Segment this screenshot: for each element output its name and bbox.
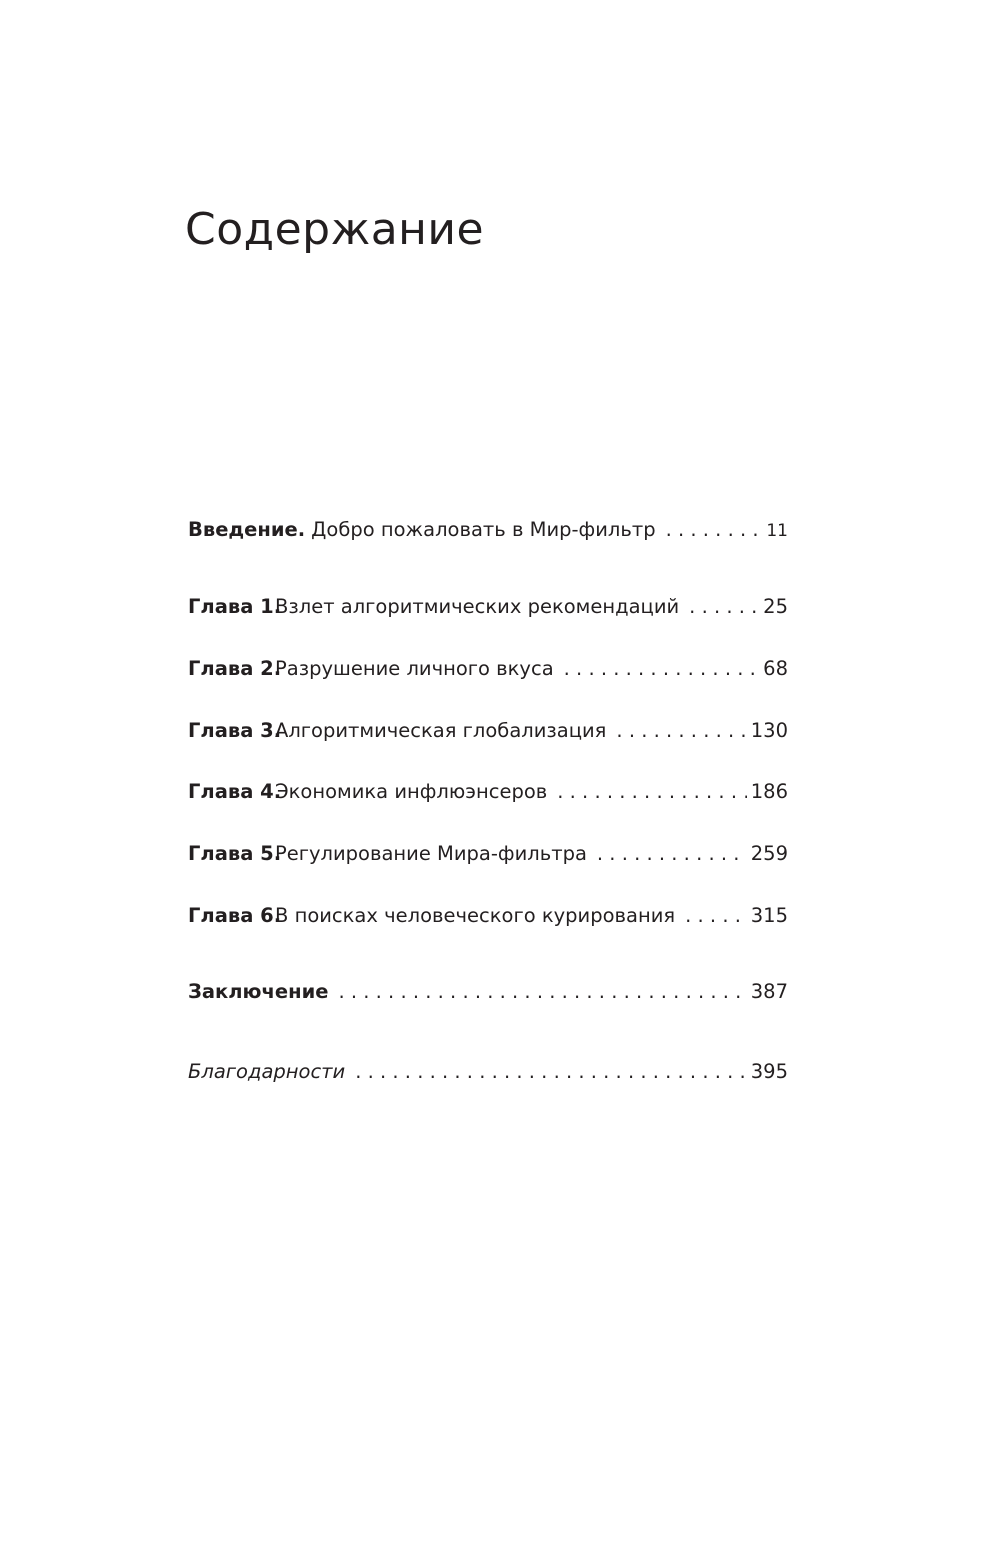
toc-entry-label: Введение.	[188, 518, 306, 541]
dot-leader	[689, 592, 759, 622]
toc-entry-page: 259	[750, 842, 788, 865]
toc-entry-page: 387	[750, 980, 788, 1003]
toc-entry-conclusion[interactable]	[188, 977, 788, 1007]
toc-entry-page: 25	[763, 595, 788, 618]
toc-entry-title: Благодарности	[188, 1060, 346, 1083]
toc-entry-chapter-3[interactable]	[188, 716, 788, 746]
toc-entry-page: 186	[750, 780, 788, 803]
toc-entry-label: Глава 1.	[188, 595, 282, 618]
dot-leader	[564, 654, 760, 684]
dot-leader	[616, 716, 746, 746]
dot-leader	[338, 977, 746, 1007]
toc-entry-chapter-5[interactable]	[188, 839, 788, 869]
toc-entry-label: Глава 2.	[188, 657, 282, 680]
toc-entry-page: 130	[750, 719, 788, 742]
dot-leader	[597, 839, 747, 869]
toc-entry-chapter-6[interactable]	[188, 901, 788, 931]
toc-entry-title: В поисках человеческого курирования	[275, 904, 676, 927]
toc-entry-chapter-1[interactable]	[188, 592, 788, 622]
toc-entry-label: Глава 4.	[188, 780, 282, 803]
toc-entry-label: Заключение	[188, 980, 329, 1003]
toc-entry-title: Алгоритмическая глобализация	[275, 719, 607, 742]
dot-leader	[666, 515, 763, 545]
page-title: Содержание	[185, 204, 485, 255]
toc-entry-page: 395	[750, 1060, 788, 1083]
toc-entry-label: Глава 3.	[188, 719, 282, 742]
toc-entry-title: Добро пожаловать в Мир-фильтр	[311, 518, 656, 541]
toc-entry-label: Глава 6.	[188, 904, 282, 927]
toc-entry-title: Регулирование Мира-фильтра	[275, 842, 587, 865]
dot-leader	[685, 901, 747, 931]
toc-entry-chapter-4[interactable]	[188, 777, 788, 807]
toc-entry-page: 11	[766, 521, 788, 541]
toc-entry-page: 315	[750, 904, 788, 927]
toc-entry-chapter-2[interactable]	[188, 654, 788, 684]
toc-entry-title: Разрушение личного вкуса	[275, 657, 554, 680]
toc-entry-title: Взлет алгоритмических рекомендаций	[275, 595, 680, 618]
toc-entry-title: Экономика инфлюэнсеров	[275, 780, 548, 803]
dot-leader	[557, 777, 747, 807]
toc-entry-intro[interactable]	[188, 515, 788, 545]
toc-entry-label: Глава 5.	[188, 842, 282, 865]
dot-leader	[355, 1057, 747, 1087]
toc-entry-acknowledgements[interactable]	[188, 1057, 788, 1087]
toc-entry-page: 68	[763, 657, 788, 680]
